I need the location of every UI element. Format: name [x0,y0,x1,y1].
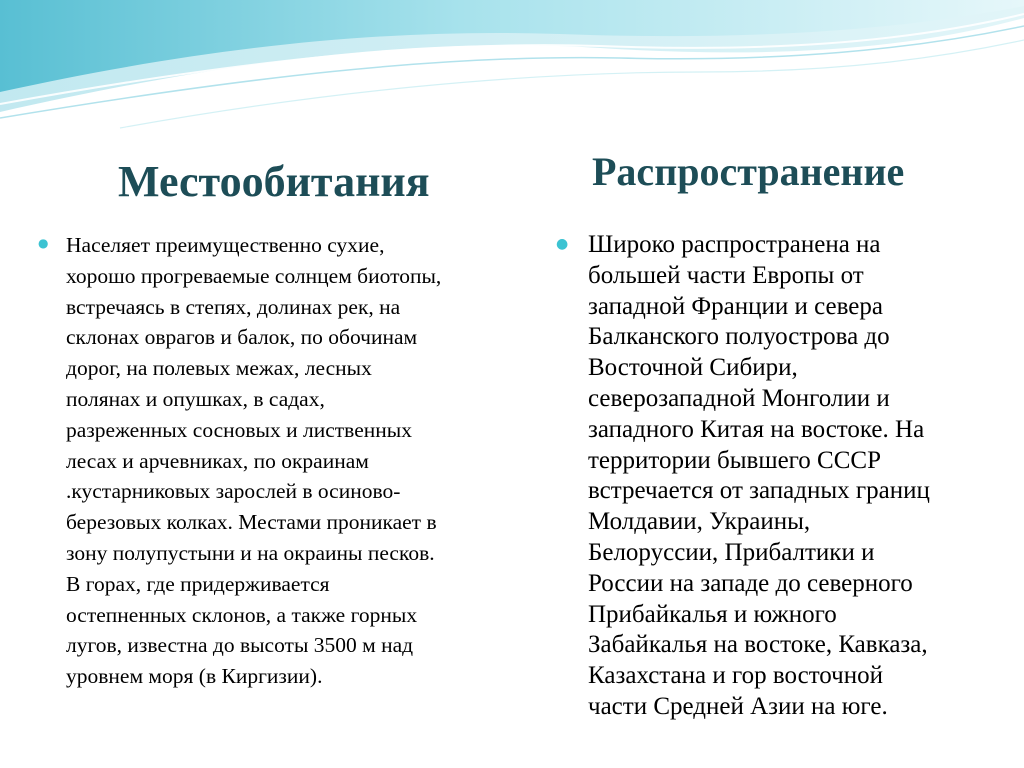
habitat-bullet-item [38,230,508,692]
distribution-text: Широко распространена на большей части Европы от западной Франции и севера Балканского полуострова до Восточной Сибири, северозападной Монголии и западного Китая на востоке. На территории бывшего СССР встречается от западных границ Молдавии, Украины, Белоруссии, Прибалтики и России на западе до северного Прибайкалья и южного Забайкалья на востоке, Кавказа, Казахстана и гор восточной части Средней Азии на юге. [588,231,930,720]
wave-header-decoration [0,0,1024,130]
bullet-dot-icon: ● [556,236,569,252]
distribution-bullet-item [556,230,1001,723]
distribution-column [556,230,1001,723]
habitat-column [38,230,508,692]
distribution-title: Распространение [592,149,905,194]
habitat-text: Населяет преимущественно сухие, хорошо прогреваемые солнцем биотопы, встречаясь в степях, долинах рек, на склонах оврагов и балок, по обочинам дорог, на полевых межах, лесных полянах и опушках, в садах, разреженных сосновых и лиственных лесах и арчевниках, по окраинам .кустарниковых зарослей в осиново- березовых колках. Местами проникает в зону полупустыни и на окраины песков. В горах, где придерживается остепненных склонов, а также горных лугов, известна до высоты 3500 м над уровнем моря (в Киргизии). [66,233,442,689]
habitat-title: Местообитания [118,157,430,206]
bullet-dot-icon: ● [38,236,49,250]
